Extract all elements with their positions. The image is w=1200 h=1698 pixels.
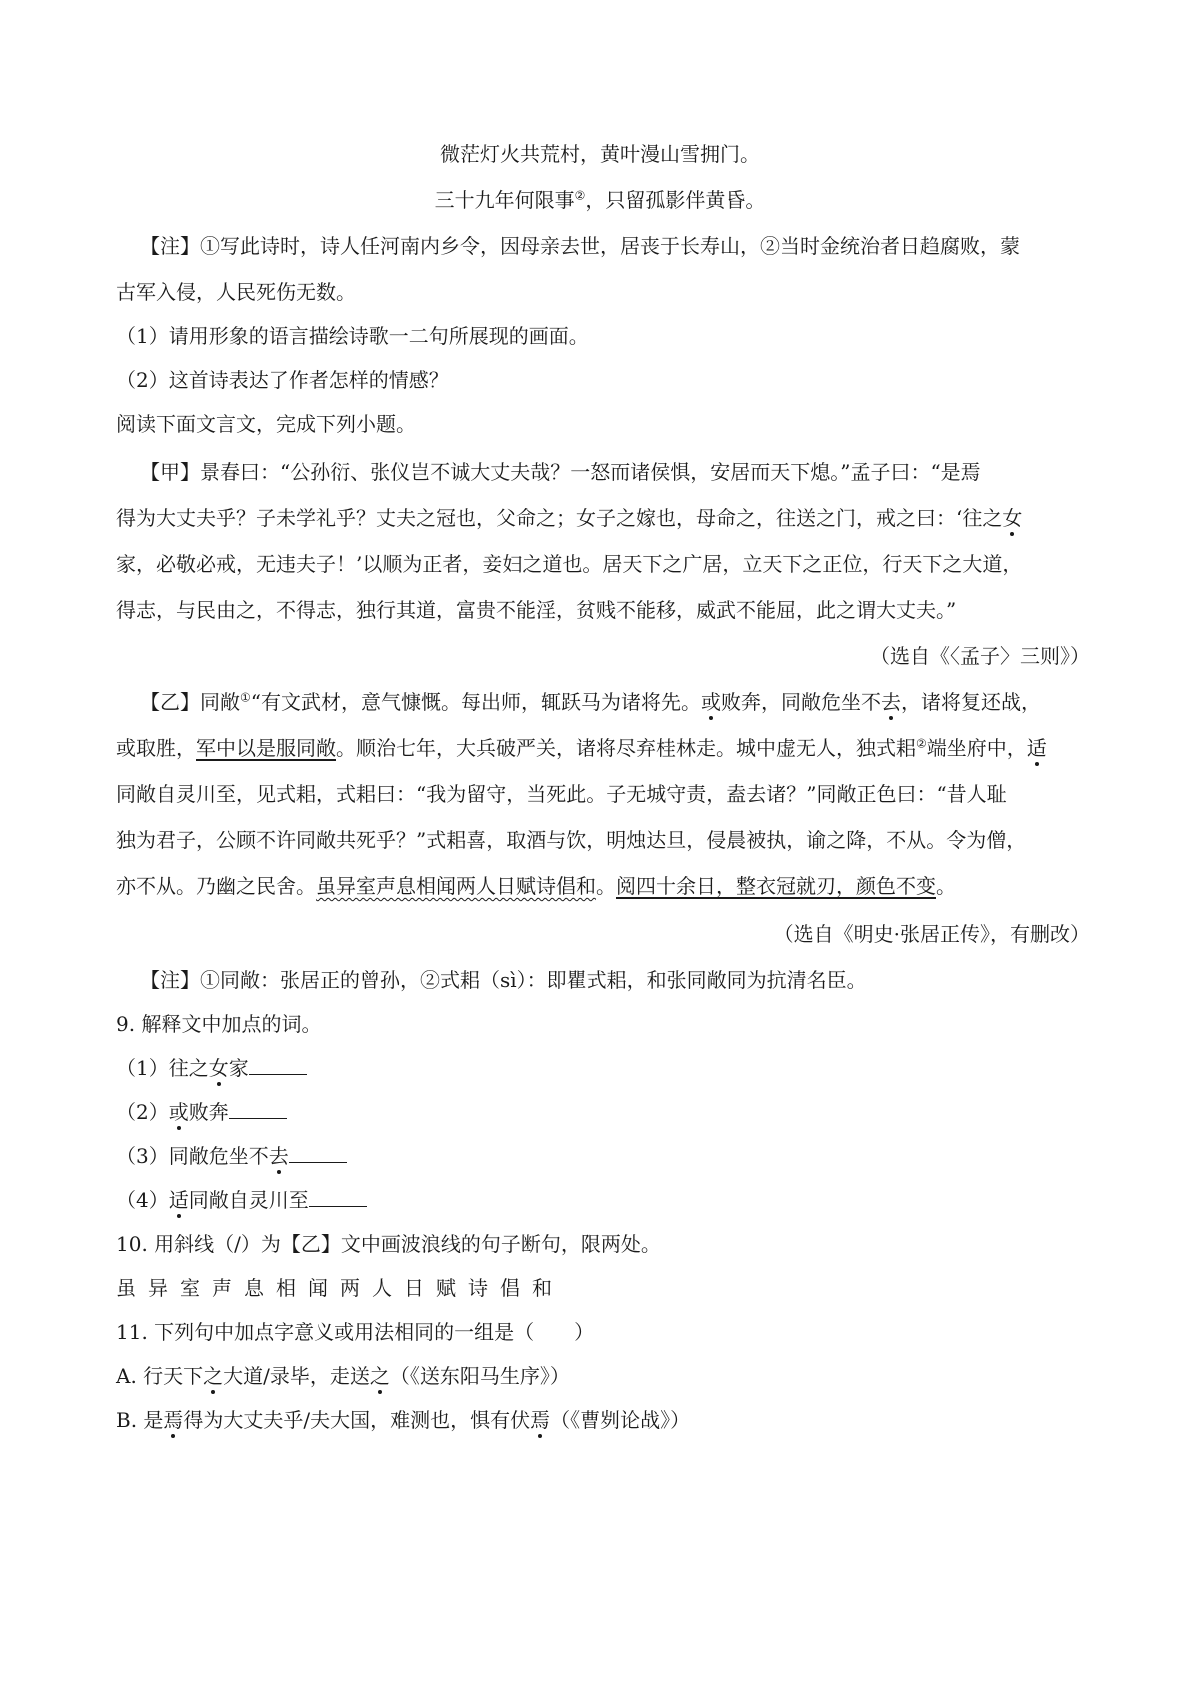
question-9-item-1 [116,1054,307,1091]
yi-note-marker-1: ① [240,690,251,705]
poem-note-line-1: 【注】①写此诗时，诗人任河南内乡令，因母亲去世，居丧于长寿山，②当时金统治者日趋腐败，蒙 [140,234,1020,258]
passage-yi-line-5-a: 亦不从。乃幽之民舍。 [116,874,316,898]
opt-a-1: A. 行天下 [116,1364,204,1388]
passage-jia-line-1: 【甲】景春曰：“公孙衍、张仪岂不诚大丈夫哉？一怒而诸侯惧，安居而天下熄。”孟子曰：“是焉 [140,460,981,484]
passage-yi-line-5-c: 。 [936,874,956,898]
question-11-option-a[interactable] [116,1362,570,1399]
underlined-sentence-1: 军中以是服同敞 [196,736,336,760]
poem-note-line-2: 古军入侵，人民死伤无数。 [116,280,356,304]
poem-note-marker-2: ② [574,188,586,203]
q9-item-1-dotted: 女 [208,1056,229,1080]
q9-item-4-post: 同敞自灵川至 [188,1188,309,1212]
poem-line-3: 微茫灯火共荒村，黄叶漫山雪拥门。 [440,142,760,166]
passage-jia-line-2-text: 得为大丈夫乎？子未学礼乎？丈夫之冠也，父命之；女子之嫁也，母命之，往送之门，戒之曰：‘往之 [116,506,1003,530]
passage-yi-line-4: 独为君子，公顾不许同敞共死乎？”式耜喜，取酒与饮，明烛达旦，侵晨被执，谕之降，不从。令为僧， [116,828,1027,852]
poem-line-4-b: ，只留孤影伴黄昏。 [585,188,766,212]
underlined-sentence-2: 阅四十余日，整衣冠就刃，颜色不变 [616,874,936,898]
passage-jia-source: （选自《〈孟子〉三则》） [870,644,1090,668]
passage-yi-line-1-c: 败奔，同敞危坐不 [721,690,881,714]
passage-yi-line-2 [116,734,1047,771]
question-10-title: 10. 用斜线（/）为【乙】文中画波浪线的句子断句，限两处。 [116,1232,661,1256]
q9-item-3-pre: （3）同敞危坐不 [116,1144,269,1168]
passage-yi-line-5 [116,872,956,900]
passage-yi-line-1 [140,688,1041,725]
wavy-sentence: 虽异室声息相闻两人日赋诗倡和 [316,874,596,898]
passage-yi-line-1-b: “有文武材，意气慷慨。每出师，辄跃马为诸将先。 [250,690,701,714]
poem-question-1: （1）请用形象的语言描绘诗歌一二句所展现的画面。 [116,324,589,348]
answer-blank[interactable] [249,1056,307,1075]
opt-a-dotted-2: 之 [369,1364,390,1388]
dotted-char-qu: 去 [881,690,901,714]
opt-a-2: 大道/录毕，走送 [223,1364,370,1388]
q9-item-1-pre: （1）往之 [116,1056,209,1080]
answer-blank[interactable] [229,1100,287,1119]
q9-item-2-pre: （2） [116,1100,169,1124]
question-11-title: 11. 下列句中加点字意义或用法相同的一组是（ ） [116,1320,595,1344]
question-9-item-3 [116,1142,347,1179]
q9-item-1-post: 家 [228,1056,249,1080]
question-9-title: 9. 解释文中加点的词。 [116,1012,322,1036]
answer-blank[interactable] [289,1144,347,1163]
passage-jia-line-4: 得志，与民由之，不得志，独行其道，富贵不能淫，贫贱不能移，威武不能屈，此之谓大丈夫。” [116,598,957,622]
yi-note-marker-2: ② [916,736,927,751]
passage-jia-line-3: 家，必敬必戒，无违夫子！’以顺为正者，妾妇之道也。居天下之广居，立天下之正位，行天下之大道， [116,552,1023,576]
opt-b-1: B. 是 [116,1408,164,1432]
passage-yi-source: （选自《明史·张居正传》，有删改） [773,922,1090,946]
opt-b-2: 得为大丈夫乎/夫大国，难测也，惧有伏 [183,1408,531,1432]
passage-yi-line-1-d: ，诸将复还战， [901,690,1041,714]
poem-question-2: （2）这首诗表达了作者怎样的情感？ [116,368,449,392]
dotted-char-huo: 或 [701,690,721,714]
passage-yi-line-2-a: 或取胜， [116,736,196,760]
answer-blank[interactable] [309,1188,367,1207]
q9-item-4-pre: （4） [116,1188,169,1212]
passage-yi-line-2-b: 。顺治七年，大兵破严关，诸将尽弃桂林走。城中虚无人，独式耜 [336,736,916,760]
passage-jia-line-2 [116,504,1022,541]
reading-intro: 阅读下面文言文，完成下列小题。 [116,412,416,436]
question-10-sentence: 虽异室声息相闻两人日赋诗倡和 [116,1276,564,1300]
dotted-char-nv: 女 [1002,506,1023,530]
passage-yi-note: 【注】①同敞：张居正的曾孙，②式耜（sì）：即瞿式耜，和张同敞同为抗清名臣。 [140,968,867,992]
poem-line-4-a: 三十九年何限事 [434,188,575,212]
poem-line-4 [0,186,1200,214]
q9-item-2-post: 败奔 [188,1100,229,1124]
question-9-item-4 [116,1186,367,1223]
opt-b-3: （《曹刿论战》） [550,1408,691,1432]
passage-yi-line-1-a: 【乙】同敞 [140,690,240,714]
q9-item-2-dotted: 或 [168,1100,189,1124]
q9-item-3-dotted: 去 [268,1144,289,1168]
q9-item-4-dotted: 适 [168,1188,189,1212]
passage-yi-line-5-b: 。 [596,874,616,898]
question-11-option-b[interactable] [116,1406,690,1443]
opt-a-3: （《送东阳马生序》） [389,1364,570,1388]
opt-b-dotted-1: 焉 [163,1408,184,1432]
question-9-item-2 [116,1098,287,1135]
passage-yi-line-2-c: 端坐府中， [926,736,1027,760]
opt-b-dotted-2: 焉 [530,1408,551,1432]
passage-yi-line-3: 同敞自灵川至，见式耜，式耜曰：“我为留守，当死此。子无城守责，盍去诸？”同敞正色曰：“昔人耻 [116,782,1007,806]
dotted-char-shi: 适 [1026,736,1047,760]
opt-a-dotted-1: 之 [203,1364,224,1388]
